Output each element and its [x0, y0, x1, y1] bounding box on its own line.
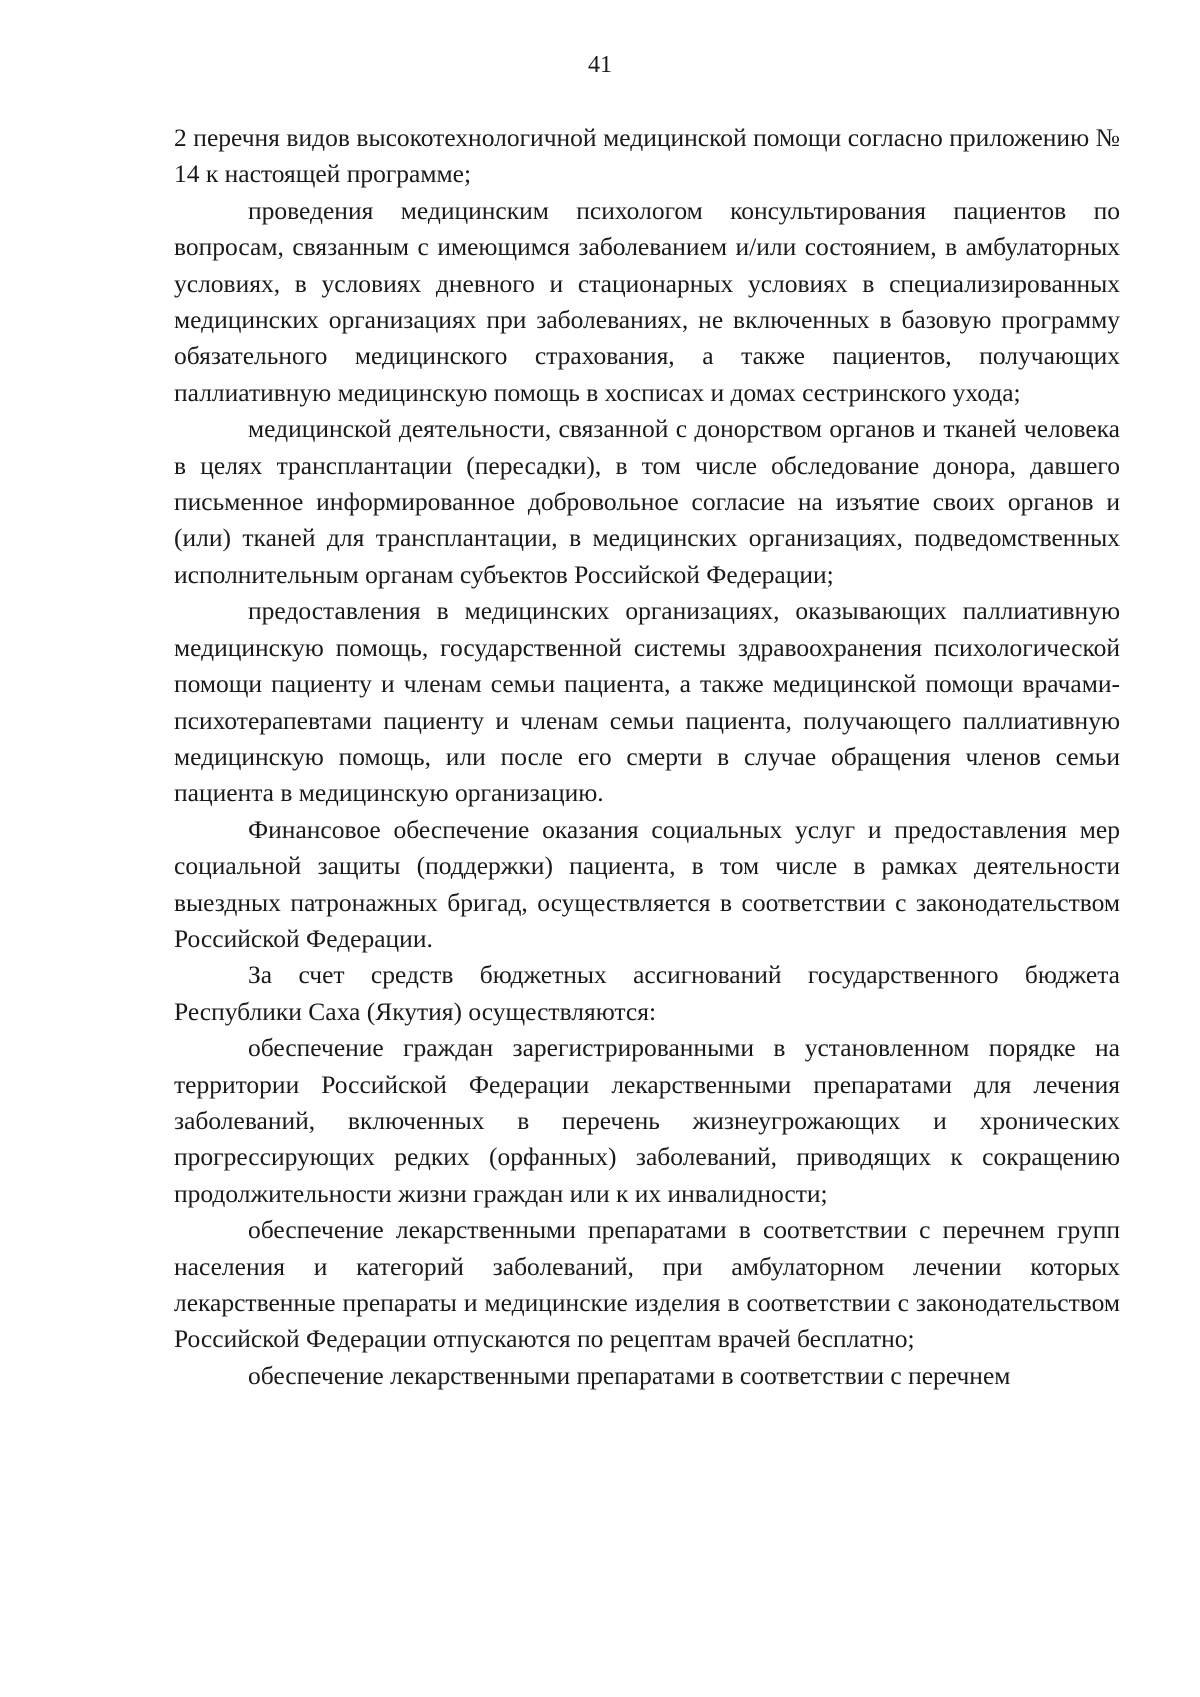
paragraph-9: обеспечение лекарственными препаратами в соответствии с перечнем	[248, 1360, 1011, 1390]
document-body	[174, 120, 1120, 1394]
paragraph-5: Финансовое обеспечение оказания социальных услуг и предоставления мер социальной защиты (поддержки) пациента, в том числе в рамках деятельности выездных патронажных бригад, осуществляется в соответствии с законодательством Российской Федерации.	[174, 814, 1120, 953]
paragraph-3: медицинской деятельности, связанной с донорством органов и тканей человека в целях трансплантации (пересадки), в том числе обследование донора, давшего письменное информированное добровольное согласие на изъятие своих органов и (или) тканей для трансплантации, в медицинских организациях, подведомственных исполнительным органам субъектов Российской Федерации;	[174, 414, 1120, 589]
paragraph-2: проведения медицинским психологом консультирования пациентов по вопросам, связанным с имеющимся заболеванием и/или состоянием, в амбулаторных условиях, в условиях дневного и стационарных условиях в специализированных медицинских организациях при заболеваниях, не включенных в базовую программу обязательного медицинского страхования, а также пациентов, получающих паллиативную медицинскую помощь в хосписах и домах сестринского ухода;	[174, 195, 1120, 407]
paragraph-7: обеспечение граждан зарегистрированными в установленном порядке на территории Российской Федерации лекарственными препаратами для лечения заболеваний, включенных в перечень жизнеугрожающих и хронических прогрессирующих редких (орфанных) заболеваний, приводящих к сокращению продолжительности жизни граждан или к их инвалидности;	[174, 1033, 1120, 1208]
paragraph-4: предоставления в медицинских организациях, оказывающих паллиативную медицинскую помощь, государственной системы здравоохранения психологической помощи пациенту и членам семьи пациента, а также медицинской помощи врачами-психотерапевтами пациенту и членам семьи пациента, получающего паллиативную медицинскую помощь, или после его смерти в случае обращения членов семьи пациента в медицинскую организацию.	[174, 596, 1120, 808]
page-number: 41	[588, 52, 612, 78]
paragraph-8: обеспечение лекарственными препаратами в соответствии с перечнем групп населения и категорий заболеваний, при амбулаторном лечении которых лекарственные препараты и медицинские изделия в соответствии с законодательством Российской Федерации отпускаются по рецептам врачей бесплатно;	[174, 1215, 1120, 1354]
paragraph-1: 2 перечня видов высокотехнологичной медицинской помощи согласно приложению № 14 к настоящей программе;	[174, 123, 1120, 189]
paragraph-6: За счет средств бюджетных ассигнований государственного бюджета Республики Саха (Якутия) осуществляются:	[174, 960, 1120, 1026]
